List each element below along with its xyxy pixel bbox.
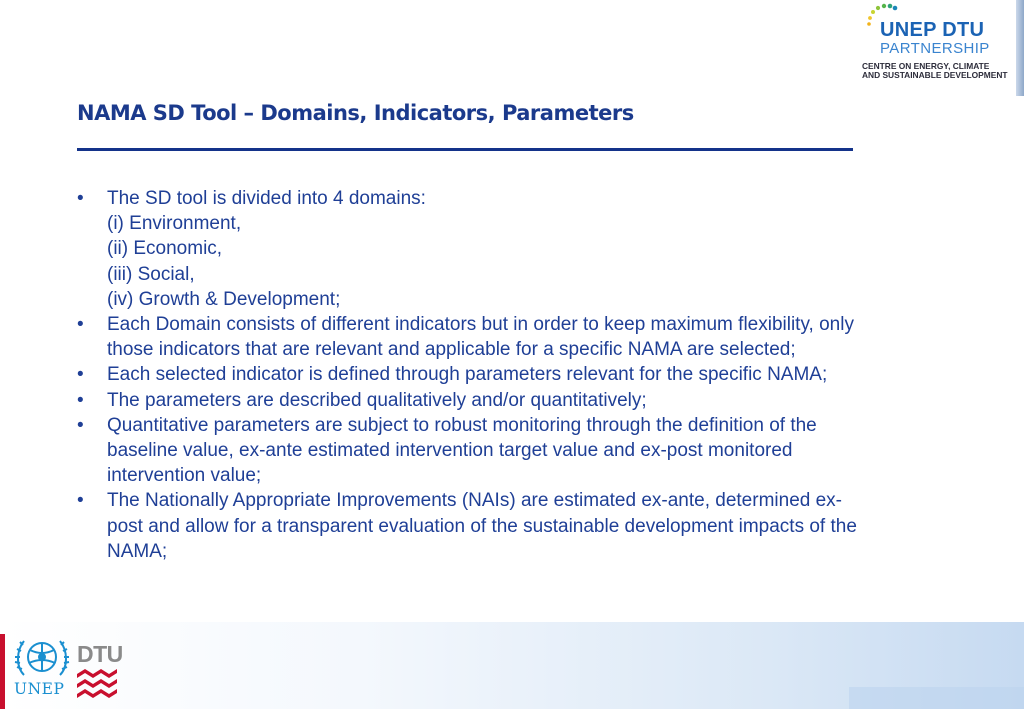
bullet-text: The parameters are described qualitatively and/or quantitatively; [107,389,647,411]
bullet-text: The SD tool is divided into 4 domains: [107,188,426,209]
bullet-dot: • [77,188,84,209]
bullet-dot: • [77,314,84,336]
logo-line-partnership: PARTNERSHIP [880,40,990,57]
bullet-item [77,186,867,312]
dtu-logo-text: DTU [77,641,123,667]
bullet-text: Each selected indicator is defined through parameters relevant for the specific NAMA; [107,364,828,386]
unep-logo-text: UNEP [14,680,65,698]
bullet-item [77,488,867,564]
dtu-logo [77,641,123,701]
un-laurel-emblem-icon [12,635,72,681]
unep-dtu-partnership-logo [862,2,1014,82]
bullet-subitem: (ii) Economic, [107,238,223,260]
bullet-item [77,413,867,489]
unep-logo [12,635,74,701]
bullet-list [77,186,867,564]
bullet-dot: • [77,414,84,436]
bullet-item [77,362,867,387]
bullet-subitem: (iii) Social, [107,263,195,285]
bullet-subitem: (i) Environment, [107,213,242,235]
bullet-dot: • [77,490,84,512]
bottom-gradient-band [0,622,1024,709]
bullet-text: Quantitative parameters are subject to robust monitoring through the definition of the baseline value, ex-ante estimated intervention target value and ex-post monitored intervention value; [107,414,817,487]
bullet-text: The Nationally Appropriate Improvements (NAIs) are estimated ex-ante, determined ex-post and allow for a transparent evaluation of the sustainable development impacts of the NAMA; [107,490,857,562]
bullet-dot: • [77,389,84,411]
bullet-text: Each Domain consists of different indicators but in order to keep maximum flexibility, only those indicators that are relevant and applicable for a specific NAMA are selected; [107,314,854,361]
logo-line-unep-dtu: UNEP DTU [880,19,985,41]
bullet-dot: • [77,364,84,386]
bullet-subitem: (iv) Growth & Development; [107,288,341,310]
bullet-item [77,388,867,413]
dtu-wave-mark-icon [77,669,119,699]
title-divider [77,148,853,151]
slide-title: NAMA SD Tool – Domains, Indicators, Parameters [77,101,634,125]
logo-tagline: CENTRE ON ENERGY, CLIMATE AND SUSTAINABLE DEVELOPMENT [862,61,1008,80]
right-edge-accent [1016,0,1024,96]
red-accent-bar [0,634,5,709]
bullet-item [77,312,867,362]
